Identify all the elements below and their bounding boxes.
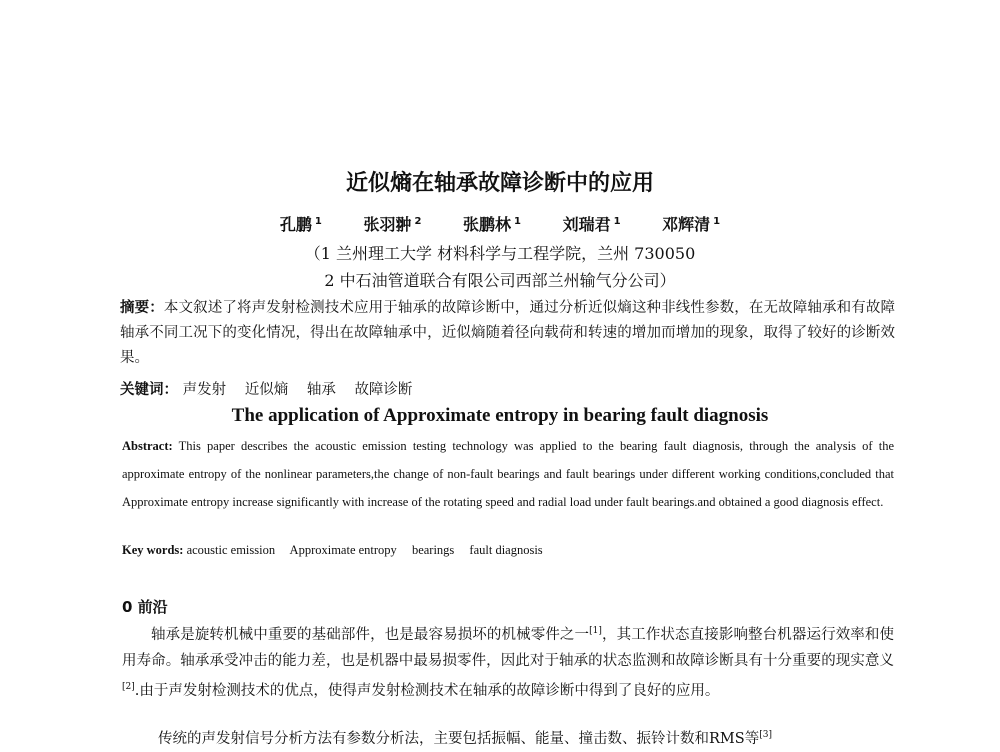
keyword-en: acoustic emission <box>186 543 276 557</box>
keyword: 声发射 <box>182 382 227 398</box>
chinese-abstract <box>120 296 895 371</box>
citation: [3] <box>759 730 772 740</box>
keyword-en: Approximate entropy <box>289 543 397 557</box>
author: 刘瑞君 $^1$ <box>562 215 621 234</box>
author-list <box>0 212 1000 235</box>
citation: [1] <box>589 626 602 636</box>
abstract-label: 摘要： <box>120 300 164 316</box>
body-paragraph: 轴承是旋转机械中重要的基础部件，也是最容易损坏的机械零件之一[1]，其工作状态直接影响整台机器运行效率和使用寿命。轴承承受冲击的能力差，也是机器中最易损零件，因此对于轴承的状态监测和故障诊断具有十分重要的现实意义[2].由于声发射检测技术的优点，使得声发射检测技术在轴承的故障诊断中得到了良好的应用。 <box>122 626 895 699</box>
keyword: 轴承 <box>306 382 336 398</box>
keyword: 近似熵 <box>244 382 289 398</box>
abstract-label-en: Abstract: <box>122 439 173 453</box>
abstract-text-en: This paper describes the acoustic emission testing technology was applied to the bearing fault diagnosis, through the analysis of the approximate entropy of the nonlinear parameters,the change of non-fault bearings and fault bearings under different working conditions,concluded that Approximate entropy increase significantly with increase of the rotating speed and radial load under fault bearings.and obtained a good diagnosis effect. <box>122 439 894 509</box>
paper-title: 近似熵在轴承故障诊断中的应用 <box>345 171 654 196</box>
section-heading: 0 前沿 <box>122 598 168 616</box>
keyword-en: fault diagnosis <box>469 543 543 557</box>
abstract-text: 本文叙述了将声发射检测技术应用于轴承的故障诊断中，通过分析近似熵这种非线性参数，在无故障轴承和有故障轴承不同工况下的变化情况，得出在故障轴承中，近似熵随着径向载荷和转速的增加而增加的现象，取得了较好的诊断效果。 <box>120 300 895 366</box>
author: 邓辉清 $^1$ <box>662 215 721 234</box>
keyword-en: bearings <box>411 543 455 557</box>
author: 张鹏林 $^1$ <box>463 215 521 234</box>
body-paragraph-cutoff: 传统的声发射信号分析方法有参数分析法，主要包括振幅、能量、撞击数、振铃计数和RMS等[3] <box>158 730 772 747</box>
english-title: The application of Approximate entropy in bearing fault diagnosis <box>231 405 769 426</box>
author: 张羽翀 $^2$ <box>363 215 422 234</box>
author: 孔鹏 $^1$ <box>279 215 322 234</box>
english-abstract <box>122 432 894 516</box>
keyword: 故障诊断 <box>354 382 413 398</box>
english-keywords <box>122 540 894 560</box>
chinese-keywords <box>120 378 895 403</box>
keywords-label-en: Key words: <box>122 543 184 557</box>
keywords-label: 关键词： <box>120 382 178 398</box>
citation: [2] <box>122 681 135 692</box>
affiliation-line-2: 2 中石油管道联合有限公司西部兰州输气分公司） <box>324 271 676 290</box>
affiliation-line-1: （1 兰州理工大学 材料科学与工程学院，兰州 730050 <box>304 244 696 263</box>
